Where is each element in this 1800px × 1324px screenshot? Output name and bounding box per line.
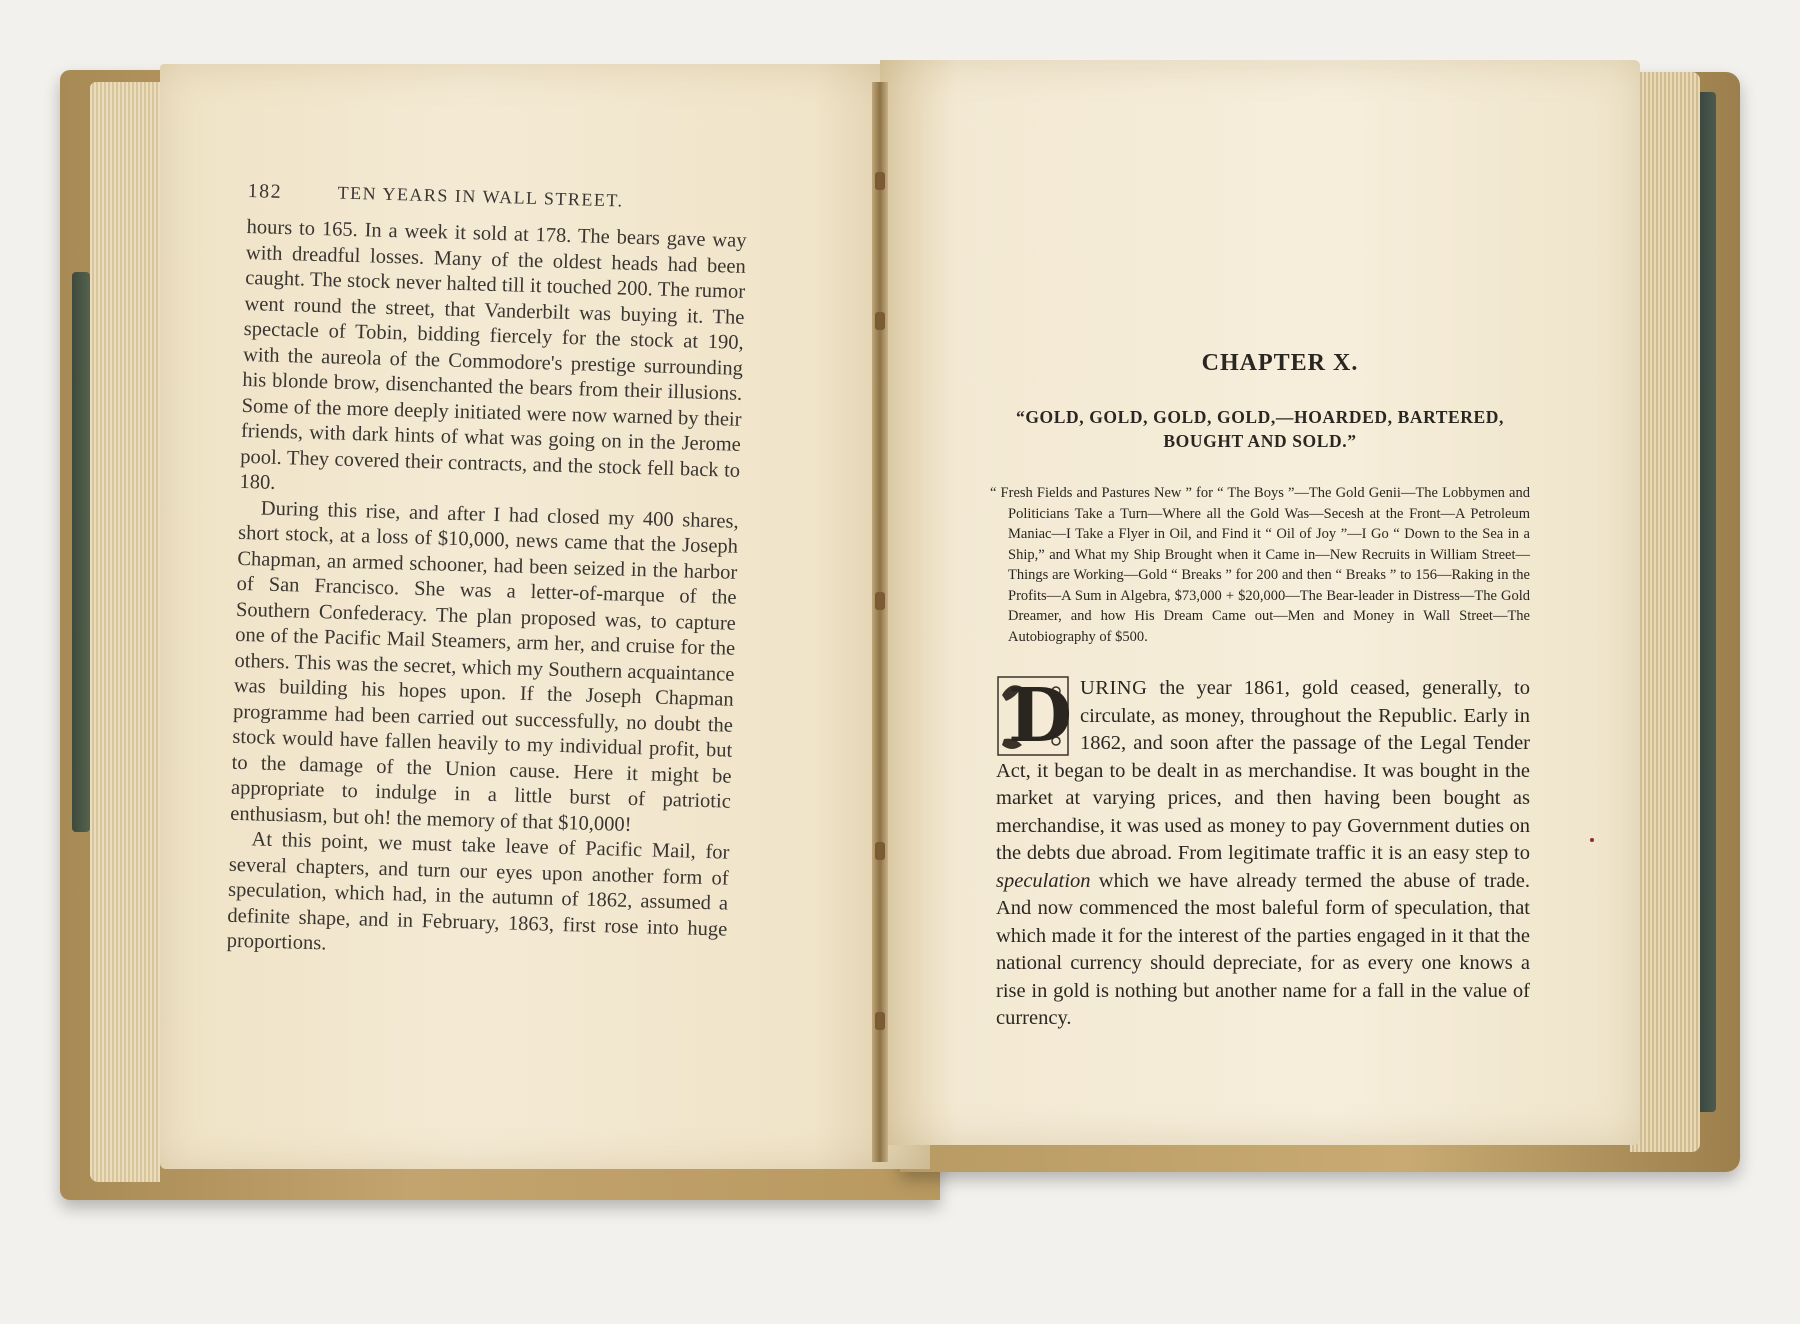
body-text-part: which we have already termed the abuse of trade. And now commenced the most baleful form of speculation, that which made it for the interest of the parties engaged in it that the national currency should depreciate, for as every one knows a rise in gold is nothing but another name for a fall in the value of currency. [996, 869, 1530, 1029]
page-edges-left [90, 82, 160, 1182]
page-edges-right [1630, 72, 1700, 1152]
ink-spot [1590, 838, 1594, 842]
chapter-title: “GOLD, GOLD, GOLD, GOLD,—HOARDED, BARTERED, BOUGHT AND SOLD.” [1015, 407, 1504, 451]
paragraph: During this rise, and after I had closed my 400 shares, short stock, at a loss of $10,000, news came that the Joseph Chapman, an armed schooner, had been seized in the harbor of San Francisco. She was a letter-of-marque of the Southern Confederacy. The plan proposed was, to capture one of the Pacific Mail Steamers, arm her, and cruise for the others. This was the secret, which my Southern acquaintance was building his hopes upon. If the Joseph Chapman programme had been carried out successfully, no doubt the stock would have fallen heavily to my individual profit, but to the damage of the Union cause. Here it might be appropriate to indulge in a little burst of patriotic enthusiasm, but oh! the memory of that $10,000! [230, 496, 739, 836]
chapter-heading: CHAPTER X. [1201, 350, 1359, 376]
binding-stitch [875, 592, 885, 610]
book-gutter [872, 82, 888, 1162]
italic-term: speculation [996, 869, 1091, 892]
right-page-text-block [990, 350, 1530, 1033]
binding-stitch [875, 1012, 885, 1030]
chapter-synopsis: “ Fresh Fields and Pastures New ” for “ The Boys ”—The Gold Genii—The Lobbymen and Politicians Take a Turn—Where all the Gold Was—Secesh at the Front—A Petroleum Maniac—I Take a Flyer in Oil, and Find it “ Oil of Joy ”—I Go “ Down to the Sea in a Ship,” and What my Ship Brought when it Came in—New Recruits in William Street—Things are Working—Gold “ Breaks ” for 200 and then “ Breaks ” to 156—Raking in the Profits—A Sum in Algebra, $73,000 + $20,000—The Bear-leader in Distress—The Gold Dreamer, and how His Dream Came out—Men and Money in Wall Street—The Autobiography of $500. [990, 485, 1530, 645]
left-page-text-block [226, 180, 747, 968]
ornamental-drop-cap [996, 673, 1073, 759]
chapter-body [996, 675, 1530, 1033]
first-word: URING [1080, 677, 1148, 699]
left-page-body [226, 215, 746, 968]
drop-cap-letter: D [1008, 673, 1073, 759]
paragraph: At this point, we must take leave of Pacific Mail, for several chapters, and turn our eyes upon another form of speculation, which had, in the autumn of 1862, assumed a definite shape, and in February, 1863, first rose into huge proportions. [226, 828, 730, 955]
body-text-part: the year 1861, gold ceased, generally, to circulate, as money, throughout the Republic. Early in 1862, and soon after the passage of the Legal Tender Act, it began to be dealt in as merchandise. It was bought in the market at varying prices, and then having been bought as merchandise, it was used as money to pay Government duties on the debts due abroad. From legitimate traffic it is an easy step to [996, 677, 1530, 864]
running-head-title: TEN YEARS IN WALL STREET. [337, 182, 624, 211]
binding-stitch [875, 172, 885, 190]
binding-stitch [875, 842, 885, 860]
cover-cloth-left [72, 272, 90, 832]
paragraph: hours to 165. In a week it sold at 178. The bears gave way with dreadful losses. Many of the oldest heads had been caught. The stock never halted till it touched 200. The rumor went round the street, that Vanderbilt was buying it. The spectacle of Tobin, bidding fiercely for the stock at 190, with the aureola of the Commodore's prestige surrounding his blonde brow, disenchanted the bears from their illusions. Some of the more deeply initiated were now warned by their friends, with dark hints of what was going on in the Jerome pool. They covered their contracts, and the stock fell back to 180. [239, 215, 747, 494]
page-number: 182 [247, 180, 283, 203]
binding-stitch [875, 312, 885, 330]
